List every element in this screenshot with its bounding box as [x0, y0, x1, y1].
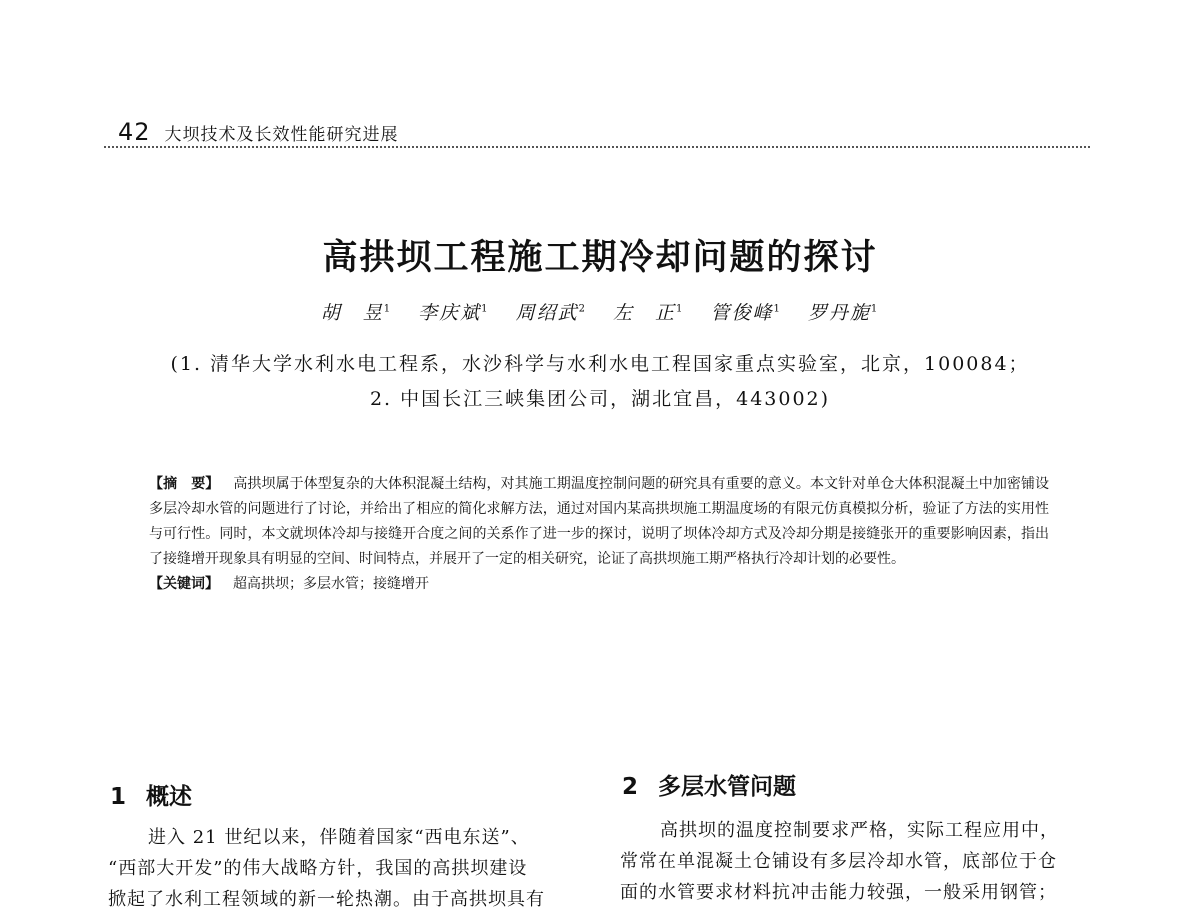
text-line: 常常在单混凝土仓铺设有多层冷却水管，底部位于仓: [620, 851, 1057, 872]
author: 左 正$^1$: [613, 302, 685, 324]
section-body-right: [620, 815, 1100, 908]
abstract-text: 【摘 要】 高拱坝属于体型复杂的大体积混凝土结构，对其施工期温度控制问题的研究具有重要的意义。本文针对单仓大体积混凝土中加密铺设多层冷却水管的问题进行了讨论，并给出了相应的简化求解方法，通过对国内某高拱坝施工期温度场的有限元仿真模拟分析，验证了方法的实用性与可行性。同时，本文就坝体冷却与接缝开合度之间的关系作了进一步的探讨，说明了坝体冷却方式及冷却分期是接缝张开的重要影响因素，指出了接缝增开现象具有明显的空间、时间特点，并展开了一定的相关研究，论证了高拱坝施工期严格执行冷却计划的必要性。: [149, 476, 1050, 567]
keywords: [149, 572, 1049, 597]
keywords-text: 超高拱坝；多层水管；接缝增开: [233, 576, 429, 592]
abstract: [149, 472, 1049, 597]
abstract-label: 【摘 要】: [149, 476, 220, 492]
affiliation-line: (1. 清华大学水利水电工程系，水沙科学与水利水电工程国家重点实验室，北京，100084；: [170, 353, 1030, 375]
text-line: 进入 21 世纪以来，伴随着国家“西电东送”、: [148, 827, 530, 848]
text-line: 掀起了水利工程领域的新一轮热潮。由于高拱坝具有: [108, 889, 545, 910]
author: 李庆斌$^1$: [418, 302, 490, 324]
author-list: [0, 298, 1200, 325]
section-heading: 1 概述: [110, 784, 193, 810]
text-line: “西部大开发”的伟大战略方针，我国的高拱坝建设: [108, 858, 528, 879]
author: 周绍武$^2$: [515, 302, 587, 324]
section-body-left: [108, 822, 580, 915]
section-heading: 2 多层水管问题: [622, 774, 797, 800]
page-number: 42: [118, 118, 151, 146]
affiliation-line: 2. 中国长江三峡集团公司，湖北宜昌，443002): [369, 388, 831, 410]
journal-title: 大坝技术及长效性能研究进展: [164, 125, 399, 145]
author: 罗丹旎$^1$: [807, 302, 880, 324]
author: 管俊峰$^1$: [710, 302, 782, 324]
paper-title: 高拱坝工程施工期冷却问题的探讨: [322, 238, 878, 278]
text-line: 面的水管要求材料抗冲击能力较强，一般采用钢管；: [620, 882, 1057, 903]
text-line: 高拱坝的温度控制要求严格，实际工程应用中，: [660, 820, 1059, 841]
keywords-label: 【关键词】: [149, 576, 219, 592]
header-rule: [104, 146, 1090, 148]
author: 胡 昱$^1$: [320, 302, 393, 324]
running-header: [118, 118, 399, 146]
